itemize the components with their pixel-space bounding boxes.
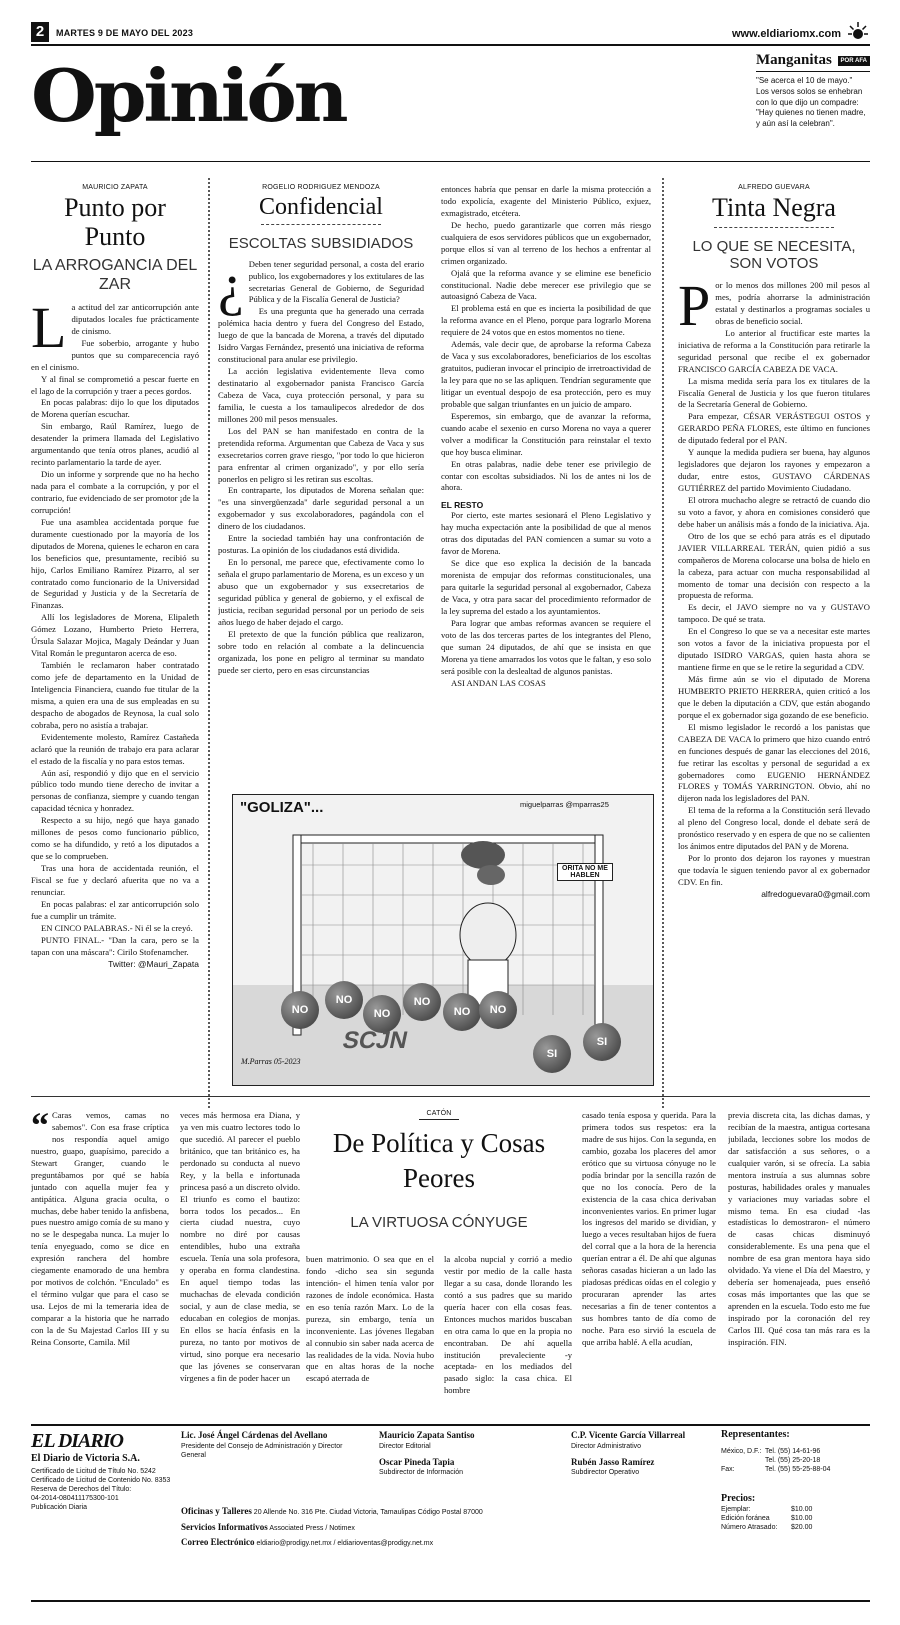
subhead: EL RESTO [441, 500, 484, 511]
cartoon-ball: NO [479, 991, 517, 1029]
services-text: Associated Press / Notimex [269, 1524, 355, 1532]
rep-tel: Tel. (55) 25-20-18 [765, 1457, 821, 1465]
paragraph: Más firme aún se vio el diputado de Morena HUMBERTO PRIETO HERRERA, quien criticó a los que le deben la diputación a CDV, que están abogando porque el ex gobernador siga gozando de ese beneficio. [678, 674, 870, 720]
price-item: Edición foránea [721, 1515, 770, 1523]
cartoon-ball: SI [533, 1035, 571, 1073]
paragraph: Por cierto, este martes sesionará el Pleno Legislativo y hay mucha expectación ante la posibilidad de que al menos otras dos diputadas del PAN comiencen a sumar su voto a favor de Morena. [441, 510, 651, 557]
paragraph: El tema de la reforma a la Constitución será llevado al pleno del Congreso local, donde el debate será de pronóstico reservado y en espera de que no se calienten los ánimos entre diputados del PAN y de Morena. [678, 805, 870, 852]
paragraph: Es decir, el JAVO siempre no va y GUSTAVO tampoco. De qué se trata. [678, 602, 870, 625]
drop-cap: ¿ [218, 251, 244, 317]
column-tinta-negra [678, 184, 870, 1089]
title-underline [714, 227, 834, 228]
title-underline [261, 224, 381, 225]
paragraph: Los del PAN se han manifestado en contra de la pretendida reforma. Argumentan que Cabeza de Vaca y sus exsecretarios corren grave riesgo, "por todo lo que hicieron para enfrentar al crimen organizado", y por ello sería ponerlos en peligro si les retiran sus escoltas. [218, 425, 424, 484]
column-body [31, 294, 199, 969]
info-name: Oscar Pineda Tapia [379, 1456, 455, 1467]
byline: ROGELIO RODRÍGUEZ MENDOZA [262, 184, 380, 191]
manganitas-box [756, 52, 870, 130]
cartoon-ground-text: SCJN [340, 1027, 411, 1054]
paragraph: Para lograr que ambas reformas avancen se requiere el voto de las dos terceras partes de los integrantes del Pleno, que suman 24 diputados, de ahí que se insista en que Morena ya tiene amarrados los votos que le faltan, y eso solo será posible con la deslealtad de algunos panistas. [441, 617, 651, 676]
caton-title: De Política y Cosas Peores [332, 1128, 546, 1194]
section-rule [31, 1096, 870, 1097]
manganitas-verse: "Se acerca el 10 de mayo." Los versos solos se enhebran con lo que dijo un compadre: "Hay quienes no tienen madre, y aún así la celebran". [756, 76, 866, 129]
paragraph: En el Congreso lo que se va a necesitar este martes son votos a favor de la iniciativa propuesta por el diputado ISIDRO VARGAS, quien hasta ahora se mantiene firme en que se le retire la seguridad a CDV. [678, 626, 870, 673]
manganitas-author-badge: POR AFA [838, 56, 870, 66]
footer-rule [31, 1600, 870, 1602]
cartoon-artist: M.Parras 05-2023 [241, 1057, 301, 1066]
paragraph: La acción legislativa evidentemente lleva como destinatario al exgobernador panista Francisco García Cabeza de Vaca, cuya protección personal, y para su familia, le cuesta a los tamaulipecos alrededor de dos millones 200 mil pesos mensuales. [218, 366, 424, 424]
director-role: Presidente del Consejo de Administración y Director General [181, 1442, 343, 1459]
paragraph: Lo anterior al fructificar este martes la iniciativa de reforma a la Constitución para retirarle la seguridad personal que recibe el ex gobernador FRANCISCO GARCÍA CABEZA DE VACA. [678, 327, 870, 374]
price-value: $10.00 [791, 1506, 813, 1514]
paragraph: Aún así, respondió y dijo que en el servicio público todo mundo tiene derecho de invitar a personas de confianza, siempre y cuando tengan capacidad técnica y honradez. [31, 767, 199, 814]
paragraph: En contraparte, los diputados de Morena señalan que: "es una sinvergüenzada" darle seguridad personal a un exgobernador y sus excolaboradores, pagándola con el dinero de los ciudadanos. [218, 485, 424, 532]
paragraph: En pocas palabras: el zar anticorrupción solo fue a cumplir un trámite. [31, 898, 199, 921]
paragraph: Y aunque la medida pudiera ser buena, hay algunos legisladores que dejaron los rayones y empezaron a dudar, entre estos, GUSTAVO CÁRDENAS GUTIÉRREZ del partido Movimiento Ciudadano. [678, 447, 870, 494]
paragraph: Respecto a su hijo, negó que haya ganado millones de pesos como funcionario público, como se ha difundido, y retó a los diputados a que se lo comprueben. [31, 815, 199, 862]
caton-text: la alcoba nupcial y corrió a medio vestir por medio de la calle hasta llegar a su casa, donde llorando les contó a sus padres que su marido quería hacer con ella cosas feas. Entonces muchos maridos buscaban en otra cama lo que en la propia no encontraban. De ahí aquella institución prevaleciente -y aceptada- en los mediados del pasado siglo: la casa chica. El hombre [444, 1254, 572, 1396]
column-confidencial [218, 184, 424, 784]
price-item: Número Atrasado: [721, 1524, 778, 1532]
paragraph: Dio un informe y sorprende que no ha hecho nada para el combate a la corrupción, y por el contrario, fue evidenciado de ser promotor ¡de la corrupción! [31, 469, 199, 515]
representatives-block [721, 1428, 870, 1533]
paragraph: Fue una asamblea accidentada porque fue duramente cuestionado por la mayoría de los diputados de Morena, quienes le echaron en cara los beneficios que, presuntamente, recibió su hijo, Carlos Emiliano Ramírez Pizarro, al ser contratado como funcionario de la Universidad de Seguridad y Justicia y de la Secretaría de Finanzas. [31, 516, 199, 611]
paragraph: El mismo legislador le recordó a los panistas que CABEZA DE VACA lo primero que hizo cuando entró en funciones después de ganar las elecciones del 2016, fue retirar las escoltas y personal de seguridad a ex gobernadores como EUGENIO HERNÁNDEZ FLORES y TOMÁS YARRINGTON. Obvio, ahí no dijeron nada los legisladores del PAN. [678, 721, 870, 804]
section-title: Opinión [31, 53, 346, 138]
contact-block [181, 1506, 711, 1549]
paragraph: Esperemos, sin embargo, que de avanzar la reforma, cuando acabe el sexenio en curso Morena no vaya a querer volver a modificar la Constitución para reinstalar el texto que hoy busca eliminar. [441, 410, 651, 457]
byline: ALFREDO GUEVARA [738, 184, 810, 191]
services-label: Servicios Informativos [181, 1521, 268, 1532]
paragraph: También le reclamaron haber contratado como jefe de departamento en la Unidad de Inteligencia Financiera, cuando fue titular de la misma, a quien era una de sus empleadas en su despacho de abogados de Reynosa, la cual solo cobraba, pero no asistía a trabajar. [31, 660, 199, 730]
reps-label: Representantes: [721, 1429, 790, 1440]
paragraph: entonces habría que pensar en darle la misma protección a todo expolicía, exagente del Ministerio Público, exjuez, exmagistrado, etcétera. [441, 184, 651, 218]
column-divider [206, 178, 212, 1108]
paragraph: El pretexto de que la función pública que realizaron, sobre todo en relación al combate a la delincuencia organizada, los pone en peligro al terminar su mandato puede ser cierto, pero en esas circunstancias [218, 628, 424, 675]
cartoon-ball: NO [403, 983, 441, 1021]
price-value: $10.00 [791, 1515, 813, 1523]
paragraph: Y al final se comprometió a pescar fuerte en el lago de la corrupción y traer a peces gordos. [31, 373, 199, 396]
paragraph: Sin embargo, Raúl Ramírez, luego de desatender la primera llamada del Legislativo argumentando que tenía otros planes, acudió al recinto parlamentario la tarde de ayer. [31, 421, 199, 468]
cartoon-social-handle: miguelparras @mparras25 [520, 800, 609, 809]
footer-logo-block [31, 1430, 181, 1512]
cert-line: Publicación Diaria [31, 1504, 88, 1512]
paragraph: EN CINCO PALABRAS.- Ni él se la creyó. [41, 922, 193, 933]
rep-place: México, D.F.: [721, 1448, 762, 1455]
paragraph: or lo menos dos millones 200 mil pesos al mes, podría ahorrarse la administración estatal y destinarlos a programas sociales u obras de beneficio social. [715, 280, 870, 326]
price-item: Ejemplar: [721, 1506, 751, 1514]
paragraph: Otro de los que se echó para atrás es el diputado JAVIER VILLARREAL TERÁN, quien pidió a sus compañeros de Morena colocarse una bolsa de hielo en la cabeza, para actuar con mucha responsabilidad al momento de tomar una decisión con respecto a la propuesta de reforma. [678, 530, 870, 601]
cartoon-ball: NO [325, 981, 363, 1019]
paragraph: ASI ANDAN LAS COSAS [451, 677, 546, 688]
cert-line: 04-2014-080411175300-101 [31, 1495, 119, 1503]
author-signature: Twitter: @Mauri_Zapata [108, 958, 199, 969]
footer-masthead [31, 1424, 870, 1606]
column-confidencial-continued [441, 184, 651, 784]
column-title: Punto por Punto [64, 193, 166, 251]
prices-label: Precios: [721, 1493, 756, 1505]
paragraph: Por lo pronto dos dejaron los rayones y muestran que todavía le siguen teniendo pavor al ex gobernador CDV. En fin. [678, 853, 870, 887]
masthead-rule [31, 161, 870, 162]
column-title: Confidencial [259, 194, 383, 220]
admin-name: C.P. Vicente García Villarreal [571, 1430, 686, 1440]
paragraph: Se dice que eso explica la decisión de la bancada morenista de empujar dos reformas constitucionales, una para quitarle la seguridad personal al exgobernador, Cabeza de Vaca, y otra para sacar del procedimiento reformador de la ley suprema del estado a los ayuntamientos. [441, 558, 651, 616]
cartoon-sign: ORITA NO ME HABLEN [557, 863, 613, 881]
column-kicker: LO QUE SE NECESITA, SON VOTOS [692, 237, 856, 272]
caton-text: previa discreta cita, las dichas damas, y recibían de la maestra, antigua cortesana jubilada, lecciones sobre los modos de dar satisfacción a sus señores, o a cualquier varón, si se ofrecía. La sabia mentora instruía a sus alumnas sobre posturas, habilidades orales y manuales y variaciones muy variadas sobre el mismo tema. En esa ciudad -las estadísticas lo demostraron- el número de casas chicas disminuyó considerablemente. Es una pena que el nombre de esa gran mentora haya sido olvidado. Ya viene el Día del Maestro, y debería ser homenajeada, pues enseñó cosas más importantes que las que se aprenden en la escuela. Todo esto me fue inspirado por la coronación del rey Carlos III. Qué cosa tan más rara es la inspiración. FIN. [728, 1110, 870, 1347]
admin-block [571, 1430, 741, 1478]
director-block [181, 1430, 351, 1460]
paragraph: En lo personal, me parece que, efectivamente como lo señala el grupo parlamentario de Morena, es un exceso y un abuso que un exgobernador y sus exsecretarios de seguridad pública y general de gobierno, y el exfiscal de justicia, reciban seguridad personal por un periodo de seis años luego de haber dejado el cargo. [218, 557, 424, 627]
rep-place: Fax: [721, 1466, 735, 1474]
rep-tel: Tel. (55) 55-25-88-04 [765, 1466, 831, 1474]
caton-column-2 [180, 1110, 300, 1415]
company-name: El Diario de Victoria S.A. [31, 1453, 140, 1464]
caton-text: casado tenía esposa y querida. Para la primera todos sus respetos: era la madre de sus hijos. Con la segunda, en cambio, gozaba los placeres del amor erótico que su virtuosa cónyuge no le podía brindar por la sencilla razón de que no los conocía. Pero de la existencia de la casa chica derivaban inconvenientes varios. En primer lugar los ingresos del marido se dividían, y luego a veces resultaban hijos de fuera del corral que a la hora de la herencia querían entrar a él. De ahí que algunas señoras casadas hicieran a un lado las piadosas prédicas oídas en el colegio y procuraran aprender las artes necesarias a fin de tener contentos a sus hombres tanto de día como de noche. Para eso sirvió la escuela de que arriba hablé. A ella acudían, [582, 1110, 716, 1347]
rep-place [721, 1456, 765, 1465]
price-value: $20.00 [791, 1524, 813, 1532]
drop-cap: P [678, 273, 711, 339]
paragraph: Es una pregunta que ha generado una cerrada polémica hacia dentro y fuera del Congreso del Estado, luego de que la bancada de Morena, a través del diputado Isidro Vargas Fernández, presentó una iniciativa de reforma constitucional para anular ese privilegio. [218, 306, 424, 365]
caton-kicker: LA VIRTUOSA CÓNYUGE [350, 1214, 528, 1232]
offices-address: 20 Allende No. 316 Pte. Ciudad Victoria, Tamaulipas Código Postal 87000 [253, 1509, 483, 1516]
caton-column-4 [444, 1254, 572, 1416]
byline-rule [419, 1119, 459, 1120]
paragraph: Allí los legisladores de Morena, Elipaleth Gómez Lozano, Humberto Prieto Herrera, Úrsula Salazar Mojica, Magaly Deándar y Juan Vital Román le preguntaron acerca de eso. [31, 612, 199, 659]
paragraph: En otras palabras, nadie debe tener ese privilegio de contar con escoltas subsidiados. Ni los de antes ni los de ahora. [441, 458, 651, 493]
column-kicker: LA ARROGANCIA DEL ZAR [32, 257, 198, 293]
column-body [678, 273, 870, 899]
editor-role: Director Editorial [379, 1442, 431, 1450]
paragraph: El otrora muchacho alegre se retractó de cuando dio su voto a favor, y ahora en comisiones consideró que debe haber un análisis más a fondo de la iniciativa. Aja. [678, 494, 870, 529]
editor-name: Mauricio Zapata Santiso [379, 1430, 475, 1440]
sun-logo-icon [846, 20, 870, 44]
email-address[interactable]: eldiario@prodigy.net.mx / eldiarioventas@prodigy.net.mx [256, 1540, 434, 1548]
opening-quote: “ [31, 1110, 49, 1145]
byline: CATÓN [426, 1110, 452, 1117]
paragraph: De hecho, puedo garantizarle que corren más riesgo cualquiera de esos servidores públicos que un exgobernador, porque ellos sí van al terreno de los hechos a enfrentar al crimen organizado. [441, 219, 651, 266]
paragraph: El problema está en que es incierta la posibilidad de que la reforma avance en el Pleno, porque para lograrlo Morena requiere de 24 votos que en estos momentos no tiene. [441, 303, 651, 338]
column-body [218, 251, 424, 677]
column-punto-por-punto [31, 184, 199, 1089]
caton-column-6 [728, 1110, 870, 1415]
column-title: Tinta Negra [712, 193, 836, 222]
director-name: Lic. José Ángel Cárdenas del Avellano [181, 1430, 328, 1440]
editorial-cartoon [232, 794, 654, 1086]
column-divider [660, 178, 666, 1108]
paragraph: Tras una hora de accidentada reunión, el Fiscal se fue y declaró afuerita que no va a renunciar. [31, 863, 199, 897]
rep-tel: Tel. (55) 14-61-96 [765, 1448, 821, 1455]
paragraph: En pocas palabras: dijo lo que los diputados de Morena querían escuchar. [31, 397, 199, 420]
paragraph: Evidentemente molesto, Ramírez Castañeda aclaró que la reunión de trabajo era para aclarar el estado de la fiscalía y no para estos temas. [31, 731, 199, 766]
email-label: Correo Electrónico [181, 1537, 255, 1548]
page-number: 2 [31, 22, 49, 42]
byline: MAURICIO ZAPATA [82, 184, 148, 191]
newspaper-logo: EL DIARIO [31, 1430, 123, 1452]
manganitas-title: Manganitas [756, 52, 832, 68]
caton-text: Caras vemos, camas no sabemos". Con esa frase críptica nos respondía aquel amigo nuestro, guapo, guapísimo, parecido a Stewart Granger, cuando le preguntábamos por qué se había juntado con aquella mujer fea y antipática. Alguna gracia oculta, o muchas, debe haber tenido la anfisbena, pues nuestro amigo comía de su mano y no se le despegaba nunca. La mujer lo tenía enyeguado, como se dice en expresión ranchera del hombre ciegamente enamorado de una hembra por motivos de colchón. "Enculado" es el término vulgar que para el caso se usa. Lejos de mi la temeraria idea de comparar a la historia que he narrado con la de Su Majestad Carlos III y su Reina Consorte, Camila. Mil [31, 1110, 169, 1347]
paragraph: a actitud del zar anticorrupción ante diputados locales fue prácticamente de cinismo. [71, 301, 199, 336]
caton-text: veces más hermosa era Diana, y ya ven mis cuatro lectores todo lo que sucedió. Al parecer el pueblo británico, que tan británico es, ha perdonado su conducta al nuevo Rey, y la bella e infortunada princesa pasó a un discreto olvido. El triunfo es como el bautizo: borra todos los pecados... En cierta ciudad nuestra, cuyo nombre no diré por causas entendibles, hubo una extraña escuela. Tenía una sola profesora, y operaba en forma clandestina. En aquel tiempo todas las muchachas de elevada condición social, y aun de clase media, se educaban en colegios de monjas. En ellos se hacía énfasis en la pureza, no tanto por motivos de virtud, sino porque era necesario que las jóvenes se conservaran vírgenes a fin de poder hacer un [180, 1110, 300, 1383]
caton-column-3 [306, 1254, 434, 1416]
paragraph: PUNTO FINAL.- "Dan la cara, pero se la tapan con una máscara": Cirilo Stofenamcher. [31, 934, 199, 957]
cartoon-ball: NO [443, 993, 481, 1031]
caton-text: buen matrimonio. O sea que en el fondo -dicho sea sin segunda intención- el himen tenía valor por razones de índole económica. Hasta en eso tenía razón Marx. Lo de la pureza, sin embargo, tenía un inconveniente. Las jóvenes llegaban al connubio sin saber nada acerca de las realidades de la vida. Novia hubo que en altas horas de la noche escapó aterrada de [306, 1254, 434, 1384]
cert-line: Certificado de Licitud de Contenido No. 8353 [31, 1477, 171, 1485]
cartoon-ball: SI [583, 1023, 621, 1061]
ops-role: Subdirector Operativo [571, 1469, 640, 1477]
cert-line: Reserva de Derechos del Título: [31, 1486, 132, 1494]
paragraph: Además, vale decir que, de aprobarse la reforma Cabeza de Vaca y sus excolaboradores, beneficiarios de los escoltas gratuitos, pudieran invocar el principio de irretroactividad de la ley para que no se las apliquen. Tendrían seguramente que litigar un eventual despojo de esa protección, pero es muy probable que salgan triunfantes en un juicio de amparo. [441, 339, 651, 409]
issue-date: MARTES 9 DE MAYO DEL 2023 [56, 28, 194, 38]
caton-column-1 [31, 1110, 169, 1415]
ops-name: Rubén Jasso Ramírez [571, 1456, 655, 1467]
header-rule [31, 44, 870, 46]
drop-cap: L [31, 294, 67, 360]
caton-column-5 [582, 1110, 716, 1415]
author-email: alfredoguevara0@gmail.com [761, 888, 870, 899]
cartoon-ball: NO [281, 991, 319, 1029]
paragraph: Fue soberbio, arrogante y hubo puntos que su comparecencia rayó en el cinismo. [31, 337, 199, 372]
column-kicker: ESCOLTAS SUBSIDIADOS [228, 235, 414, 253]
paragraph: La misma medida sería para los ex titulares de la Fiscalía General de Justicia y los que fueron titulares de la Secretaría General de Gobierno. [678, 375, 870, 410]
caton-header [306, 1110, 572, 1231]
paragraph: Deben tener seguridad personal, a costa del erario publico, los exgobernadores y los extitulares de las secretarias General de Gobierno, de Seguridad Pública y de la Fiscalía General de Justicia? [248, 258, 424, 305]
paragraph: Ojalá que la reforma avance y se elimine ese beneficio constitucional. Nadie debe merecer ese privilegio que se autoasignó Cabeza de Vaca. [441, 267, 651, 302]
offices-label: Oficinas y Talleres [181, 1506, 252, 1516]
editor-block [379, 1430, 559, 1478]
paragraph: Para empezar, CÉSAR VERÁSTEGUI OSTOS y GERARDO PEÑA FLORES, este último en funciones de diputado federal por el PAN. [678, 411, 870, 446]
site-link[interactable]: www.eldiariomx.com [732, 28, 842, 40]
info-role: Subdirector de Información [379, 1469, 464, 1477]
cartoon-ball: NO [363, 995, 401, 1033]
cert-line: Certificado de Licitud de Título No. 5242 [31, 1468, 156, 1475]
paragraph: Entre la sociedad también hay una confrontación de posturas. La opinión de los ciudadanos está dividida. [218, 533, 424, 556]
admin-role: Director Administrativo [571, 1442, 642, 1450]
cartoon-title: "GOLIZA"... [240, 799, 324, 816]
